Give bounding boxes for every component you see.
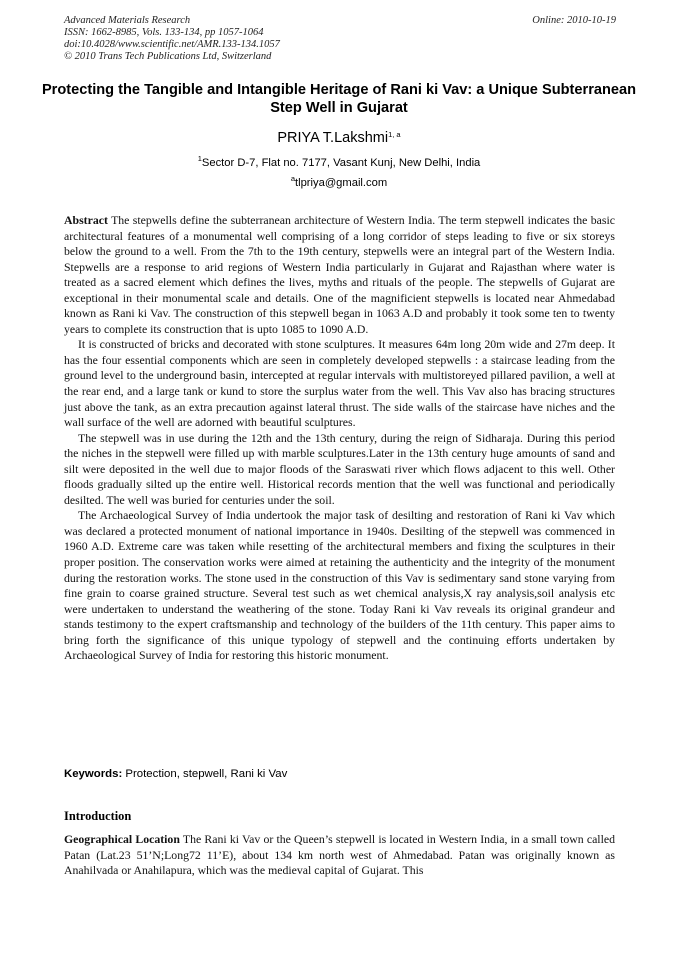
keywords-label: Keywords: <box>64 768 123 780</box>
affiliation-superscript: 1 <box>197 154 202 163</box>
abstract-text: The stepwells define the subterranean architecture of Western India. The term stepwell indicates the basic architectural features of a monumental well comprising of a long corridor of steps leading to five or six storeys below the ground to a well. From the 7th to the 19th century, stepwells were an integral part of the Western India. Stepwells are a response to arid regions of Western India particularly in Gujarat and Rajasthan where water is treated as a sacred element which defines the lives, myths and rituals of the people. The stepwells of Gujarat are exceptional in their monumental scale and details. One of the magnificient stepwells is located near Ahmedabad known as Rani ki Vav. The construction of this stepwell began in 1063 A.D and probably it took some ten to twenty years to complete its construction that is upto 1085 to 1090 A.D. <box>64 213 615 336</box>
issn-line: ISSN: 1662-8985, Vols. 133-134, pp 1057-1064 <box>64 27 264 38</box>
abstract-label: Abstract <box>64 213 108 227</box>
copyright-line: © 2010 Trans Tech Publications Ltd, Switzerland <box>64 51 272 62</box>
paper-title: Protecting the Tangible and Intangible Heritage of Rani ki Vav: a Unique Subterranean Step Well in Gujarat <box>41 82 637 116</box>
geographical-location-paragraph <box>64 832 615 879</box>
geographical-location-label: Geographical Location <box>64 832 180 846</box>
email-superscript: a <box>290 174 295 183</box>
affiliation-text: Sector D-7, Flat no. 7177, Vasant Kunj, New Delhi, India <box>201 157 481 169</box>
author-line <box>0 130 678 146</box>
author-superscript: 1, a <box>388 130 401 139</box>
abstract-paragraph <box>64 213 615 337</box>
geographical-location-text: The Rani ki Vav or the Queen’s stepwell is located in Western India, in a small town called Patan (Lat.23 51’N;Long72 11’E), about 134 km north west of Ahmedabad. Patan was originally known as Anahilvada or Anahilapura, which was the medieval capital of Gujarat. This <box>64 832 616 878</box>
author-name: PRIYA T.Lakshmi <box>277 130 389 146</box>
keywords-line <box>64 768 615 780</box>
affiliation-line <box>0 154 678 169</box>
online-date: Online: 2010-10-19 <box>532 15 616 26</box>
email-address[interactable]: tlpriya@gmail.com <box>294 177 388 189</box>
introduction-heading: Introduction <box>64 809 132 823</box>
abstract-paragraph: The stepwell was in use during the 12th and the 13th century, during the reign of Sidharaja. During this period the niches in the stepwell were filled up with marble sculptures.Later in the 13th century huge amounts of sand and silt were deposited in the well due to major floods of the Saraswati river which flows adjacent to this well. Other floods gradually silted up the entire well. Historical records mention that the well was functional and periodically desilted. The well was buried for centuries under the soil. <box>64 430 615 507</box>
abstract-paragraph: It is constructed of bricks and decorated with stone sculptures. It measures 64m long 20m wide and 27m deep. It has the four essential components which are seen in completely developed stepwells : a staircase leading from the ground level to the underground basin, intercepted at regular intervals with multistoreyed pillared pavilion, a well at the rear end, and a large tank or kund to store the surplus water from the well. This Vav also has bracing structures just above the tank, as an extra precaution against lateral thrust. The side walls of the staircase have niches and the wall surface of the well are adorned with beautiful sculptures. <box>64 337 615 430</box>
abstract-paragraph: The Archaeological Survey of India undertook the major task of desilting and restoration of Rani ki Vav which was declared a protected monument of national importance in 1940s. Desilting of the stepwell was commenced in 1960 A.D. Extreme care was taken while resetting of the architectural members and fixing the sculptures in their proper position. The conservation works were aimed at retaining the authenticity and the integrity of the monument during the restoration works. The stone used in the construction of this Vav is sedimentary sand stone varying from fine grain to coarse grained structure. Several test such as wet chemical analysis,X ray analysis,soil analysis etc were undertaken to understand the weathering of the stone. Today Rani ki Vav reveals its original grandeur and stands testimony to the expert craftsmanship and technology of the builders of the 11th century. This paper aims to bring forth the significance of this unique typology of stepwell and the continuing efforts undertaken by Archaeological Survey of India for restoring this historic monument. <box>64 508 615 663</box>
doi-line: doi:10.4028/www.scientific.net/AMR.133-134.1057 <box>64 39 280 50</box>
email-line <box>0 174 678 189</box>
abstract-section <box>64 213 615 664</box>
journal-name: Advanced Materials Research <box>64 15 191 26</box>
keywords-text: Protection, stepwell, Rani ki Vav <box>125 768 288 780</box>
journal-header <box>64 15 616 63</box>
